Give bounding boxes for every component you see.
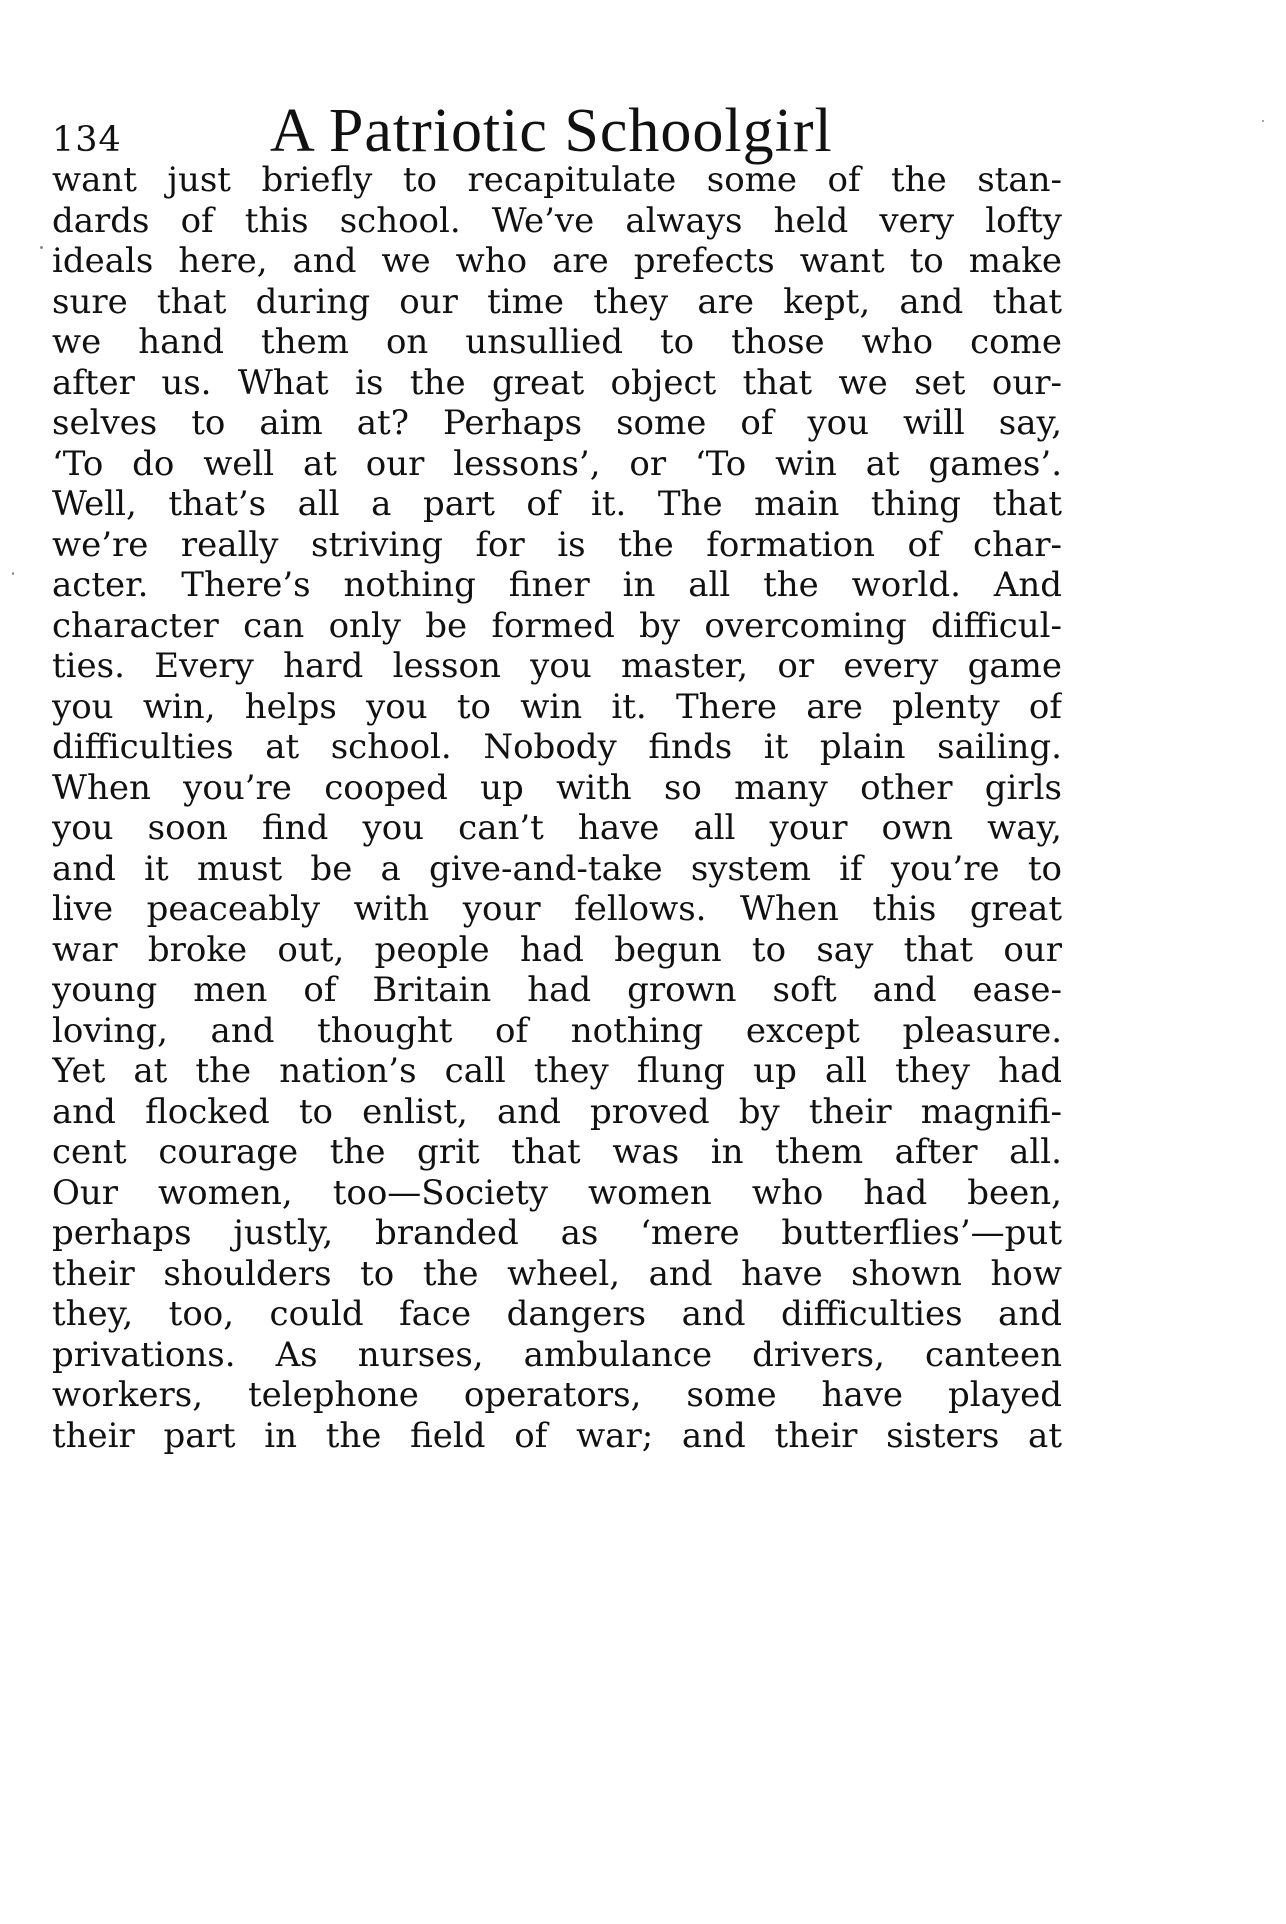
- text-line: privations. As nurses, ambulance drivers, canteen: [52, 1334, 1062, 1375]
- text-line: Our women, too—Society women who had been,: [52, 1172, 1062, 1213]
- text-line: and it must be a give-and-take system if you’re to: [52, 848, 1062, 889]
- text-line: character can only be formed by overcoming difficul-: [52, 605, 1062, 646]
- running-title: A Patriotic Schoolgirl: [270, 97, 833, 165]
- scan-speck: [40, 246, 43, 249]
- text-line: Yet at the nation’s call they flung up all they had: [52, 1051, 1062, 1091]
- scan-speck: [12, 572, 14, 575]
- text-line: Well, that’s all a part of it. The main thing that: [52, 484, 1062, 524]
- text-line: want just briefly to recapitulate some of the stan-: [52, 160, 1062, 200]
- text-line: war broke out, people had begun to say that our: [52, 929, 1062, 970]
- text-line: they, too, could face dangers and difficulties and: [52, 1294, 1062, 1334]
- text-line: ideals here, and we who are prefects want to make: [52, 241, 1062, 281]
- text-line: their shoulders to the wheel, and have shown how: [52, 1253, 1062, 1294]
- text-line: young men of Britain had grown soft and ease-: [52, 970, 1062, 1010]
- text-line: cent courage the grit that was in them after all.: [52, 1132, 1062, 1172]
- text-line: workers, telephone operators, some have played: [52, 1375, 1062, 1415]
- text-line: we’re really striving for is the formation of char-: [52, 524, 1062, 565]
- text-line: ‘To do well at our lessons’, or ‘To win at games’.: [52, 443, 1062, 484]
- text-line: When you’re cooped up with so many other girls: [52, 767, 1062, 808]
- page-number: 134: [52, 120, 122, 160]
- body-text: [52, 160, 1062, 1456]
- text-line: acter. There’s nothing finer in all the world. And: [52, 565, 1062, 605]
- text-line: we hand them on unsullied to those who come: [52, 322, 1062, 362]
- text-line: dards of this school. We’ve always held very lofty: [52, 200, 1062, 241]
- text-line: perhaps justly, branded as ‘mere butterflies’—put: [52, 1213, 1062, 1253]
- text-line: their part in the field of war; and their sisters at: [52, 1415, 1062, 1456]
- text-line: live peaceably with your fellows. When this great: [52, 889, 1062, 929]
- text-line: difficulties at school. Nobody finds it plain sailing.: [52, 727, 1062, 767]
- text-line: you soon find you can’t have all your own way,: [52, 808, 1062, 848]
- text-line: selves to aim at? Perhaps some of you will say,: [52, 403, 1062, 443]
- text-line: after us. What is the great object that we set our-: [52, 362, 1062, 403]
- text-line: you win, helps you to win it. There are plenty of: [52, 686, 1062, 727]
- text-line: ties. Every hard lesson you master, or every game: [52, 646, 1062, 686]
- text-line: and flocked to enlist, and proved by their magnifi-: [52, 1091, 1062, 1132]
- text-line: sure that during our time they are kept, and that: [52, 281, 1062, 322]
- scan-speck: [1262, 120, 1264, 122]
- text-line: loving, and thought of nothing except pleasure.: [52, 1010, 1062, 1051]
